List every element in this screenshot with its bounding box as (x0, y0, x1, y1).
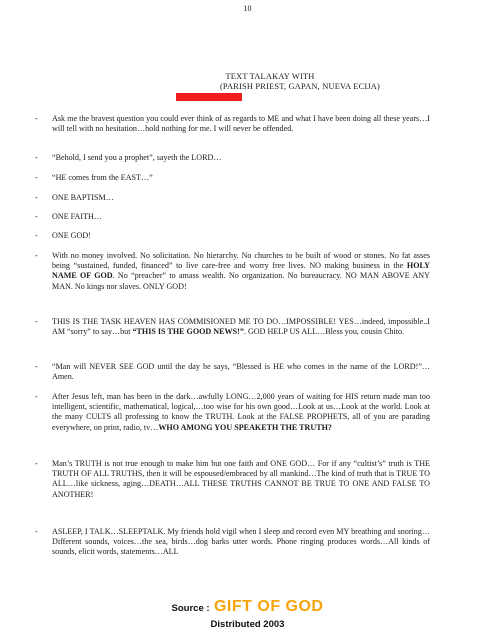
bullet-dash: - (35, 362, 38, 371)
item-text-bold: WHO AMONG YOU SPEAKETH THE TRUTH? (158, 422, 332, 432)
source-caption (0, 598, 495, 616)
list-item (35, 173, 430, 183)
item-text: ONE FAITH… (52, 212, 102, 221)
item-text-bold: HOLY NAME OF GOD (52, 261, 430, 281)
list-item (35, 362, 430, 382)
bullet-dash: - (35, 173, 38, 182)
item-text (52, 317, 430, 337)
list-item (35, 317, 430, 337)
item-text-part: . No “preacher” to amass wealth. No organization. No bureaucracy. NO MAN ABOVE ANY MAN. No kings nor slaves. ONLY GOD! (52, 271, 430, 291)
source-name: GIFT OF GOD (213, 598, 324, 615)
bullet-dash: - (35, 527, 38, 536)
list-item (35, 231, 430, 241)
list-item (35, 251, 430, 292)
item-text: Ask me the bravest question you could ever think of as regards to ME and what I have been doing all these years…I will tell with no hesitation…hold nothing for me. I will never be offended. (52, 114, 430, 134)
list-item (35, 392, 430, 433)
bullet-dash: - (35, 317, 38, 326)
list-item (35, 212, 430, 222)
list-item (35, 193, 430, 203)
bullet-dash: - (35, 459, 38, 468)
header-title: TEXT TALAKAY WITH (225, 72, 315, 81)
item-text-part: With no money involved. No solicitation. No hierarchy. No churches to be built of wood or stones. No fat asses being “sustained, funded, financed” to live care-free and worry free lives. NO making business in the (52, 251, 430, 271)
item-text-bold: “THIS IS THE GOOD NEWS!” (132, 327, 244, 337)
bullet-dash: - (35, 392, 38, 401)
bullet-dash: - (35, 153, 38, 162)
distributed-caption: Distributed 2003 (210, 619, 285, 630)
item-text (52, 251, 430, 292)
list-item (35, 527, 430, 558)
bullet-dash: - (35, 231, 38, 240)
header-parish: (PARISH PRIEST, GAPAN, NUEVA ECIJA) (219, 82, 381, 91)
item-text: “Man will NEVER SEE GOD until the day he says, “Blessed is HE who comes in the name of the LORD!”…Amen. (52, 362, 430, 382)
item-text (52, 392, 430, 433)
item-text-part: THIS IS THE TASK HEAVEN HAS COMMISIONED ME TO DO…IMPOSSIBLE! YES…indeed, impossible..I AM “sorry” to say…but (52, 317, 430, 337)
page-number: 10 (243, 4, 252, 13)
bullet-dash: - (35, 114, 38, 123)
item-text-part: After Jesus left, man has been in the dark…awfully LONG…2,000 years of waiting for HIS return made man too intelligent, scientific, mathematical, logical,…too wise for his own good…Look at us…Look at the world. Look at the many CULTS all professing to know the TRUTH. Look at the FALSE PROPHETS, all of you are parading everywhere, on print, radio, tv… (52, 392, 430, 432)
bullet-dash: - (35, 251, 38, 260)
item-text: ONE GOD! (52, 231, 91, 240)
list-item (35, 153, 430, 163)
bullet-dash: - (35, 193, 38, 202)
item-text: “HE comes from the EAST…” (52, 173, 153, 182)
item-text-part: . GOD HELP US ALL…Bless you, cousin Chito. (243, 327, 405, 337)
item-text: Man’s TRUTH is not true enough to make him but one faith and ONE GOD… For if any “cultist’s” truth is THE TRUTH OF ALL TRUTHS, then it will be espoused/embraced by all mankind…The kind of truth that is TRUE TO ALL…like sickness, aging…DEATH…ALL THESE TRUTHS CANNOT BE TRUE TO ONE AND FALSE TO ANOTHER! (52, 459, 430, 499)
source-label: Source : (171, 603, 210, 614)
list-item (35, 114, 430, 134)
bullet-dash: - (35, 212, 38, 221)
item-text: “Behold, I send you a prophet”, sayeth the LORD… (52, 153, 222, 162)
header-subtitle (140, 82, 400, 92)
item-text: ASLEEP, I TALK…SLEEPTALK. My friends hold vigil when I sleep and record even MY breathing and snoring…Different sounds, voices…the sea, birds…dog barks utter words. Phone ringing produces words…All kinds of sounds, elicit words, statements…ALL (52, 527, 430, 557)
redaction-bar (176, 93, 242, 101)
item-text: ONE BAPTISM… (52, 193, 114, 202)
list-item (35, 459, 430, 500)
